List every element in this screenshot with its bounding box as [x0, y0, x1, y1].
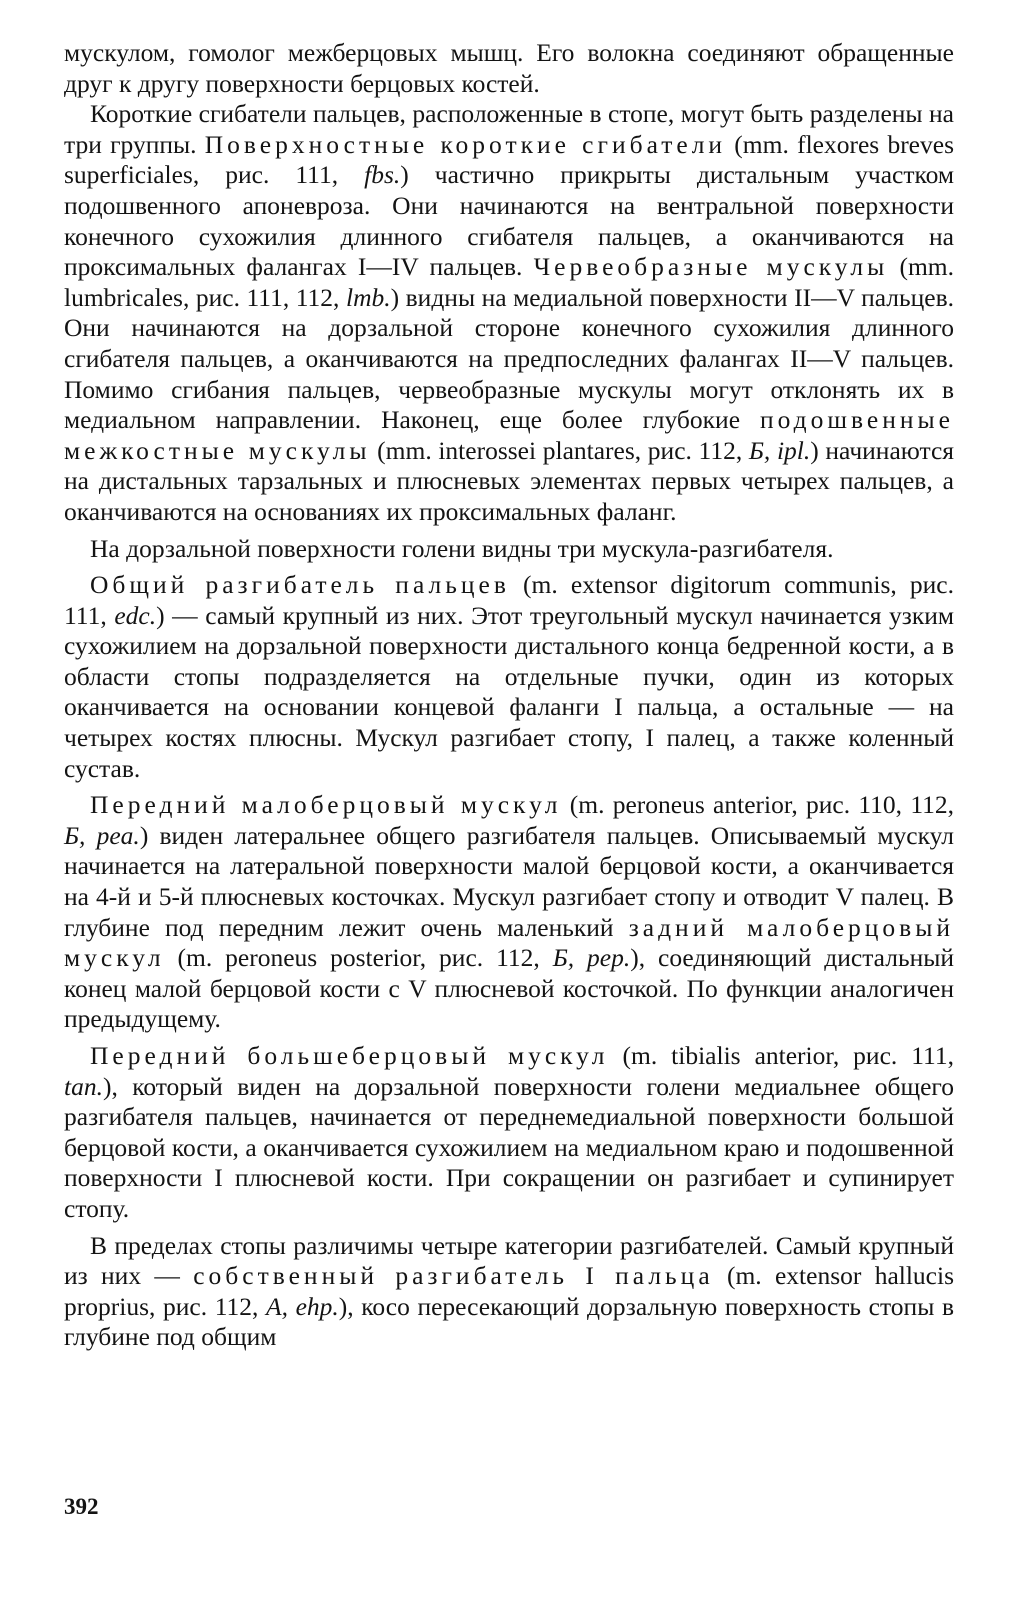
spaced-term: Червеобразные мускулы [533, 252, 889, 282]
text-run: (m. extensor digitorum communis, рис. 111, [64, 570, 955, 630]
text-run: ), косо пересекающий дорзальную поверхность стопы в глубине под общим [64, 1291, 954, 1352]
page-number: 392 [64, 1494, 99, 1519]
text-run: ), который виден на дорзальной поверхности голени медиальнее общего разгибателя пальцев, начинается от переднемедиальной поверхности большой берцовой кости, а оканчивается сухожилием на медиальном краю и подошвенной поверхности I плюсневой кости. При сокращении он разгибает и супинирует стопу. [64, 1071, 954, 1223]
spaced-term: Передний малоберцовый мускул [90, 790, 562, 820]
spaced-term: задний малоберцовый мускул [64, 912, 954, 973]
text-run: (mm. lumbricales, рис. 111, 112, [64, 252, 954, 312]
spaced-term: Передний большеберцовый мускул [90, 1041, 609, 1070]
spaced-term: собственный разгибатель I пальца [193, 1261, 714, 1291]
italic-label: tan. [64, 1071, 103, 1101]
italic-label: edc. [114, 600, 157, 630]
spaced-term: подошвенные межкостные мускулы [64, 405, 954, 465]
text-run: ) начинаются на дистальных тарзальных и плюсневых элементах первых четырех пальцев, а оканчиваются на основаниях их проксимальных фаланг. [64, 435, 954, 526]
text-run: ) — самый крупный из них. Этот треугольный мускул начинается узким сухожилием на дорзальной поверхности дистального конца бедренной кости, а в области стопы подразделяется на отдельные пучки, один из которых оканчивается на основании концевой фаланги I пальца, а остальные — на четырех костях плюсны. Мускул разгибает стопу, I палец, а также коленный сустав. [64, 600, 955, 783]
italic-label: lmb. [345, 282, 391, 312]
text-run: (m. peroneus anterior, рис. 110, 112, [561, 790, 955, 820]
italic-label: А, ehp. [266, 1291, 339, 1321]
text-run: (mm. flexores breves superficiales, рис. 111, [64, 129, 954, 190]
italic-label: Б, pep. [552, 943, 631, 973]
page-text [64, 38, 954, 1353]
paragraph [64, 790, 954, 1035]
paragraph [64, 534, 954, 565]
text-run: мускулом, гомолог межберцовых мышц. Его волокна соединяют обращенные друг к другу поверхности берцовых костей. [64, 38, 954, 98]
text-run: (m. extensor hallucis proprius, рис. 112, [64, 1261, 955, 1321]
text-run: ) частично прикрыты дистальным участком подошвенного апоневроза. Они начинаются на вентральной поверхности конечного сухожилия длинного сгибателя пальцев, а оканчиваются на проксимальных фалангах I—IV пальцев. [64, 160, 954, 282]
italic-label: Б, ipl. [748, 435, 811, 465]
paragraph [64, 99, 954, 527]
paragraph [64, 38, 954, 99]
paragraph [64, 1231, 954, 1353]
text-run: (m. tibialis anterior, рис. 111, [608, 1041, 954, 1070]
text-run: ), соединяющий дистальный конец малой берцовой кости с V плюсневой косточкой. По функции аналогичен предыдущему. [64, 943, 955, 1034]
spaced-term: Общий разгибатель пальцев [90, 570, 510, 600]
text-run: ) виден латеральнее общего разгибателя пальцев. Описываемый мускул начинается на латеральной поверхности малой берцовой кости, а оканчивается на 4-й и 5-й плюсневых косточках. Мускул разгибает стопу и отводит V палец. В глубине под передним лежит очень маленький [64, 820, 955, 942]
text-run: Короткие сгибатели пальцев, расположенные в стопе, могут быть разделены на три группы. [64, 99, 954, 159]
italic-label: fbs. [364, 160, 401, 190]
text-run: (m. peroneus posterior, рис. 112, [164, 943, 553, 973]
spaced-term: Поверхностные короткие сгибатели [204, 129, 727, 159]
paragraph [64, 570, 954, 784]
text-run: В пределах стопы различимы четыре категории разгибателей. Самый крупный из них — [64, 1230, 954, 1291]
text-run: На дорзальной поверхности голени видны три мускула-разгибателя. [90, 533, 834, 563]
paragraph [64, 1041, 954, 1225]
italic-label: Б, pea. [64, 820, 140, 850]
text-run: ) видны на медиальной поверхности II—V пальцев. Они начинаются на дорзальной стороне конечного сухожилия длинного сгибателя пальцев, а оканчиваются на предпоследних фалангах II—V пальцев. Помимо сгибания пальцев, червеобразные мускулы могут отклонять их в медиальном направлении. Наконец, еще более глубокие [64, 282, 954, 435]
text-run: (mm. interossei plantares, рис. 112, [370, 435, 749, 465]
